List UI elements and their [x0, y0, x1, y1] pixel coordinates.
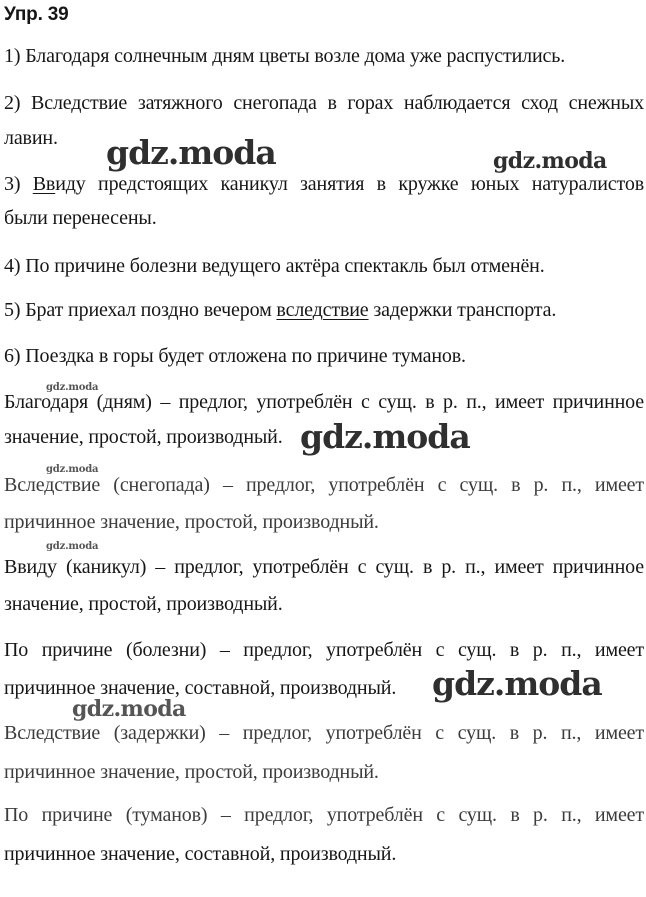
watermark-logo: gdz.moda: [106, 133, 276, 172]
sentence-3-rest: иду предстоящих каникул занятия в кружке юных натуралистов: [55, 173, 645, 195]
sentence-5-end: задержки транспорта.: [368, 299, 557, 321]
sentence-4: 4) По причине болезни ведущего актёра спектакль был отменён.: [4, 255, 545, 277]
analysis-1-line-1: Благодаря (дням) – предлог, употреблён с сущ. в р. п., имеет причинное: [4, 391, 644, 413]
analysis-1-line-2: значение, простой, производный.: [4, 426, 283, 448]
analysis-2-line-2: причинное значение, простой, производный.: [4, 511, 379, 533]
exercise-title: Упр. 39: [4, 4, 69, 25]
analysis-5-line-1: Вследствие (задержки) – предлог, употреблён с сущ. в р. п., имеет: [4, 722, 644, 744]
sentence-3-line-1: [4, 172, 644, 196]
sentence-2-line-1: 2) Вследствие затяжного снегопада в горах наблюдается сход снежных: [4, 92, 644, 114]
sentence-5-underlined: вследствие: [276, 299, 369, 321]
analysis-6-line-2: причинное значение, составной, производный.: [4, 843, 397, 865]
sentence-3-number: 3): [4, 173, 33, 195]
analysis-2-line-1: Вследствие (снегопада) – предлог, употреблён с сущ. в р. п., имеет: [4, 474, 644, 496]
analysis-3-line-2: значение, простой, производный.: [4, 593, 283, 615]
sentence-3-underlined: Вв: [32, 173, 56, 195]
watermark-logo: gdz.moda: [72, 696, 186, 722]
analysis-4-line-2: причинное значение, составной, производный.: [4, 677, 397, 699]
sentence-1: 1) Благодаря солнечным дням цветы возле дома уже распустились.: [4, 45, 566, 67]
sentence-5-start: 5) Брат приехал поздно вечером: [4, 299, 277, 321]
watermark-logo: gdz.moda: [46, 464, 99, 475]
analysis-5-line-2: причинное значение, простой, производный.: [4, 761, 379, 783]
sentence-5: [4, 298, 644, 322]
analysis-6-line-1: По причине (туманов) – предлог, употреблён с сущ. в р. п., имеет: [4, 804, 644, 826]
watermark-logo: gdz.moda: [493, 148, 607, 174]
watermark-logo: gdz.moda: [46, 382, 99, 393]
watermark-logo: gdz.moda: [46, 541, 99, 552]
sentence-6: 6) Поездка в горы будет отложена по причине туманов.: [4, 345, 466, 367]
sentence-2-line-2: лавин.: [4, 127, 58, 149]
sentence-3-line-2: были перенесены.: [4, 207, 157, 229]
analysis-4-line-1: По причине (болезни) – предлог, употреблён с сущ. в р. п., имеет: [4, 639, 644, 661]
watermark-logo: gdz.moda: [432, 664, 602, 703]
analysis-3-line-1: Ввиду (каникул) – предлог, употреблён с сущ. в р. п., имеет причинное: [4, 556, 644, 578]
watermark-logo: gdz.moda: [300, 417, 470, 456]
